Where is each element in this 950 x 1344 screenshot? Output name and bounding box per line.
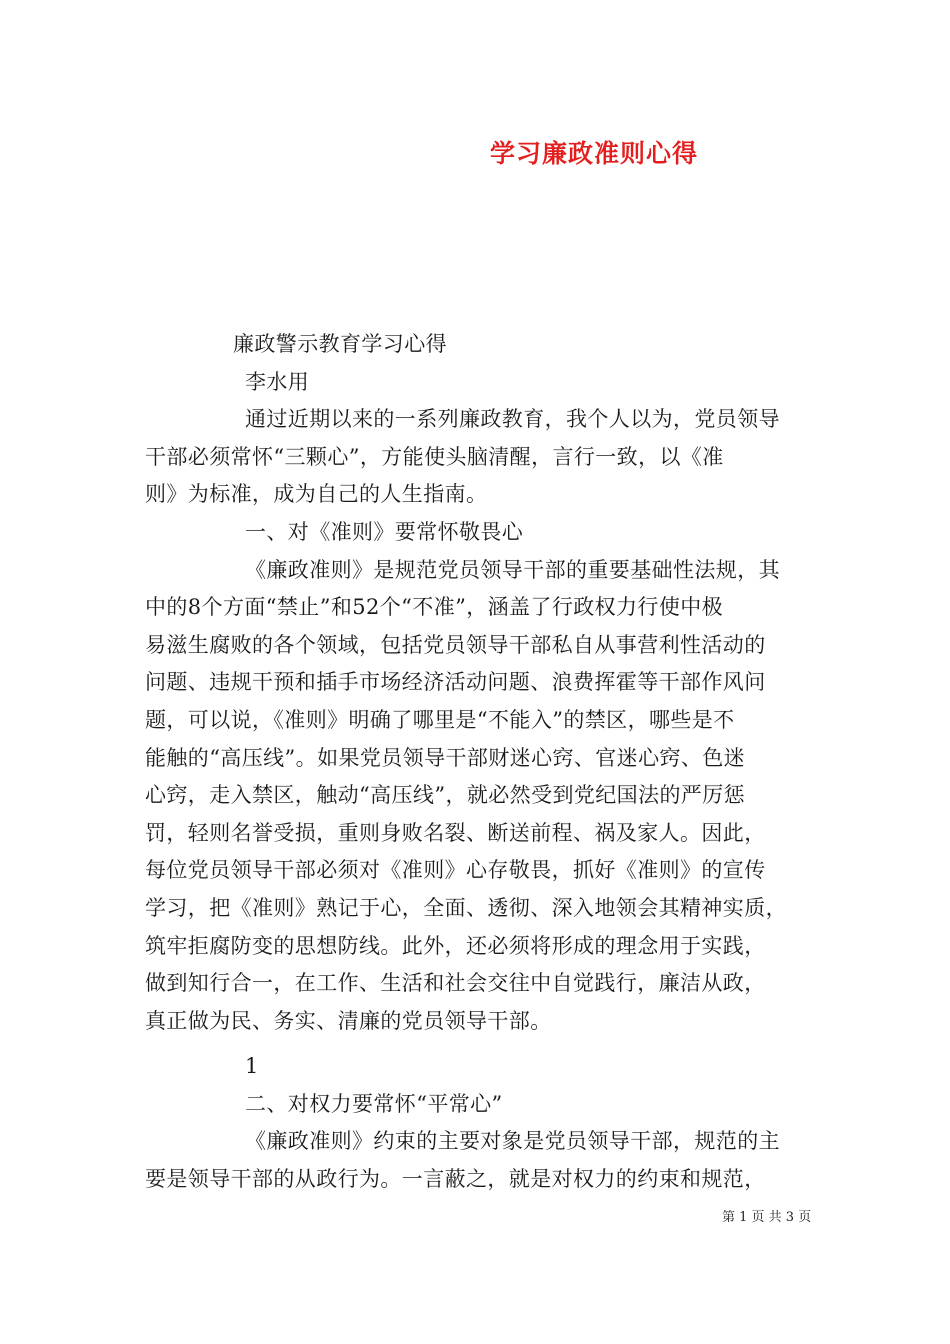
paragraph-line: 做到知行合一，在工作、生活和社会交往中自觉践行，廉洁从政， (145, 971, 766, 996)
paragraph-line: 能触的“高压线”。如果党员领导干部财迷心窍、官迷心窍、色迷 (145, 745, 746, 770)
paragraph-line: 每位党员领导干部必须对《准则》心存敬畏，抓好《准则》的宣传 (145, 858, 766, 883)
document-body (145, 326, 825, 1199)
section-heading: 二、对权力要常怀“平常心” (245, 1091, 503, 1116)
paragraph-line: 罚，轻则名誉受损，重则身败名裂、断送前程、祸及家人。因此， (145, 820, 766, 845)
paragraph-line: 易滋生腐败的各个领域，包括党员领导干部私自从事营利性活动的 (145, 632, 766, 657)
author: 李水用 (245, 369, 310, 394)
paragraph-line: 真正做为民、务实、清廉的党员领导干部。 (145, 1008, 552, 1033)
inline-page-number: 1 (245, 1054, 259, 1079)
paragraph-line: 要是领导干部的从政行为。一言蔽之，就是对权力的约束和规范， (145, 1167, 766, 1192)
subtitle: 廉政警示教育学习心得 (233, 332, 447, 356)
page-footer: 第 1 页 共 3 页 (722, 1210, 812, 1225)
paragraph-line: 《廉政准则》约束的主要对象是党员领导干部，规范的主 (245, 1129, 780, 1154)
paragraph-line: 通过近期以来的一系列廉政教育，我个人以为，党员领导 (245, 407, 780, 432)
section-heading: 一、对《准则》要常怀敬畏心 (245, 519, 524, 544)
paragraph-line: 筑牢拒腐防变的思想防线。此外，还必须将形成的理念用于实践， (145, 933, 766, 958)
paragraph-line: 《廉政准则》是规范党员领导干部的重要基础性法规，其 (245, 557, 780, 582)
paragraph-line: 问题、违规干预和插手市场经济活动问题、浪费挥霍等干部作风问 (145, 670, 766, 695)
paragraph-line: 题，可以说，《准则》明确了哪里是“不能入”的禁区，哪些是不 (145, 707, 735, 732)
paragraph-line: 学习，把《准则》熟记于心，全面、透彻、深入地领会其精神实质， (145, 895, 787, 920)
paragraph-line: 中的8个方面“禁止”和52个“不准”，涵盖了行政权力行使中极 (145, 595, 724, 620)
document-title: 学习廉政准则心得 (490, 139, 699, 168)
paragraph-line: 心窍，走入禁区，触动“高压线”，就必然受到党纪国法的严厉惩 (145, 783, 746, 808)
paragraph-line: 干部必须常怀“三颗心”，方能使头脑清醒，言行一致，以《准 (145, 444, 724, 469)
paragraph-line: 则》为标准，成为自己的人生指南。 (145, 482, 488, 507)
